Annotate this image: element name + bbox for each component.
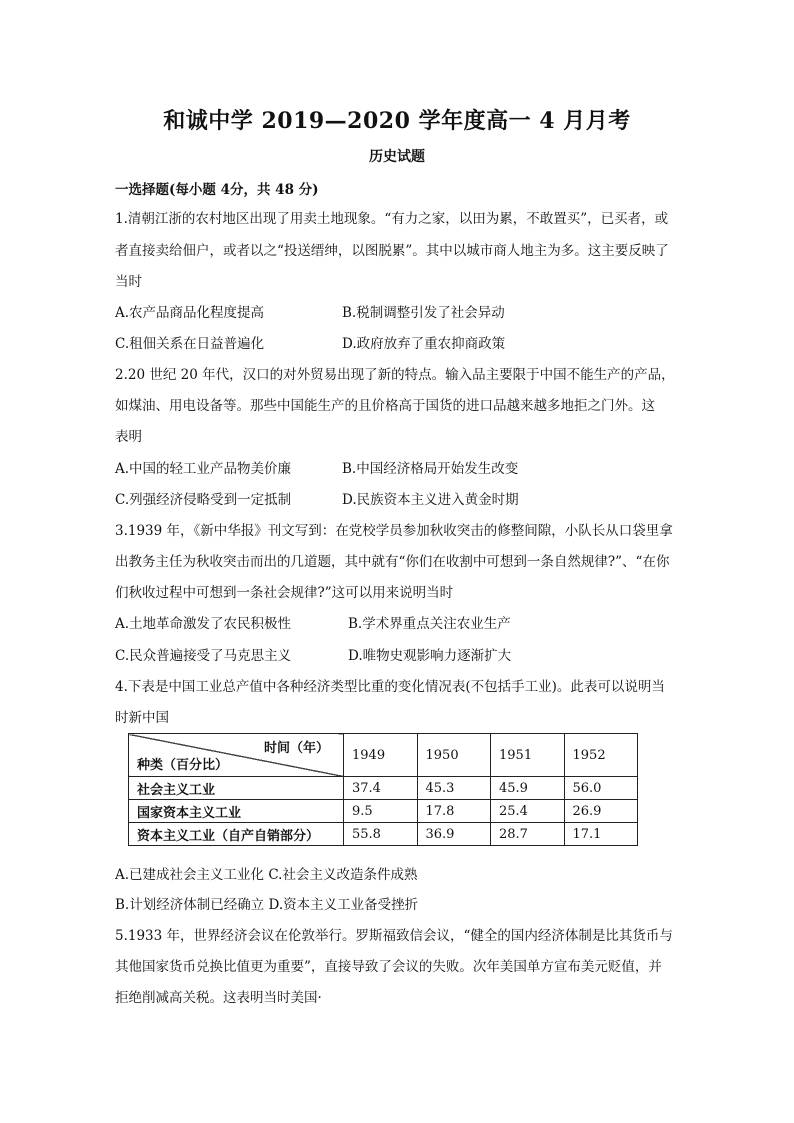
page-title: 和诚中学 2019—2020 学年度高一 4 月月考	[163, 108, 631, 134]
table-row	[129, 823, 638, 846]
question-1-option-a[interactable]: A.农产品商品化程度提高	[115, 305, 265, 321]
table-row	[129, 777, 638, 800]
table-cell: 25.4	[491, 800, 565, 823]
question-1-option-c[interactable]: C.租佃关系在日益普遍化	[115, 336, 265, 352]
question-2-option-d[interactable]: D.民族资本主义进入黄金时期	[342, 492, 519, 508]
question-2-option-c[interactable]: C.列强经济侵略受到一定抵制	[115, 492, 292, 508]
question-2-line-1: 2.20 世纪 20 年代，汉口的对外贸易出现了新的特点。输入品主要限于中国不能生产的产品，	[115, 367, 675, 383]
section-heading: 一选择题(每小题 4分，共 48 分)	[115, 182, 319, 198]
table-year-cell: 1950	[417, 734, 491, 777]
question-4-option-a-c[interactable]: A.已建成社会主义工业化 C.社会主义改造条件成熟	[115, 867, 418, 883]
question-4-line-1: 4.下表是中国工业总产值中各种经济类型比重的变化情况表(不包括手工业)。此表可以说明当	[115, 679, 665, 695]
table-cell: 55.8	[344, 823, 418, 846]
industry-share-table	[128, 733, 638, 846]
table-cell: 36.9	[417, 823, 491, 846]
table-cell: 9.5	[344, 800, 418, 823]
question-5-line-3: 拒绝削减高关税。这表明当时美国·	[115, 990, 322, 1006]
question-3-line-1: 3.1939 年，《新中华报》刊文写到：在党校学员参加秋收突击的修整间隙，小队长从口袋里拿	[115, 523, 673, 539]
question-5-line-1: 5.1933 年，世界经济会议在伦敦举行。罗斯福致信会议，“健全的国内经济体制是比其货币与	[115, 928, 673, 944]
question-3-option-b[interactable]: B.学术界重点关注农业生产	[348, 616, 511, 632]
table-cell: 56.0	[564, 777, 638, 800]
question-4-line-2: 时新中国	[115, 710, 169, 726]
table-cell: 28.7	[491, 823, 565, 846]
question-5-line-2: 其他国家货币兑换比值更为重要”，直接导致了会议的失败。次年美国单方宣布美元贬值，并	[115, 959, 662, 975]
question-3-line-3: 们秋收过程中可想到一条社会规律?”这可以用来说明当时	[115, 585, 454, 601]
table-cell: 37.4	[344, 777, 418, 800]
question-1-line-3: 当时	[115, 274, 142, 290]
table-corner-cell	[129, 734, 344, 777]
question-3-line-2: 出教务主任为秋收突击而出的几道题，其中就有“你们在收割中可想到一条自然规律?”、“在你	[115, 554, 670, 570]
question-3-option-c[interactable]: C.民众普遍接受了马克思主义	[115, 648, 292, 664]
table-row-label: 资本主义工业（自产自销部分）	[129, 823, 344, 846]
question-2-option-a[interactable]: A.中国的轻工业产品物美价廉	[115, 461, 292, 477]
table-year-cell: 1949	[344, 734, 418, 777]
table-year-cell: 1952	[564, 734, 638, 777]
table-cell: 45.3	[417, 777, 491, 800]
table-year-cell: 1951	[491, 734, 565, 777]
question-2-line-3: 表明	[115, 429, 142, 445]
table-row	[129, 800, 638, 823]
table-row-label: 社会主义工业	[129, 777, 344, 800]
question-1-line-1: 1.清朝江浙的农村地区出现了用卖土地现象。“有力之家，以田为累，不敢置买”，已买者，或	[115, 211, 669, 227]
question-3-option-d[interactable]: D.唯物史观影响力逐渐扩大	[348, 648, 512, 664]
question-4-option-b-d[interactable]: B.计划经济体制已经确立 D.资本主义工业备受挫折	[115, 897, 419, 913]
table-header-time: 时间（年）	[263, 741, 329, 756]
table-header-category: 种类（百分比）	[137, 758, 229, 773]
table-row-label: 国家资本主义工业	[129, 800, 344, 823]
question-1-option-d[interactable]: D.政府放弃了重农抑商政策	[342, 336, 506, 352]
table-cell: 26.9	[564, 800, 638, 823]
question-3-option-a[interactable]: A.土地革命激发了农民积极性	[115, 616, 292, 632]
page-subtitle: 历史试题	[369, 149, 425, 165]
question-1-line-2: 者直接卖给佃户，或者以之“投送缙绅，以图脱累”。其中以城市商人地主为多。这主要反映了	[115, 243, 669, 259]
table-cell: 17.1	[564, 823, 638, 846]
question-1-option-b[interactable]: B.税制调整引发了社会异动	[342, 305, 505, 321]
table-cell: 45.9	[491, 777, 565, 800]
question-2-option-b[interactable]: B.中国经济格局开始发生改变	[342, 461, 519, 477]
question-2-line-2: 如煤油、用电设备等。那些中国能生产的且价格高于国货的进口品越来越多地拒之门外。这	[115, 398, 655, 414]
table-cell: 17.8	[417, 800, 491, 823]
table-header-row	[129, 734, 638, 777]
